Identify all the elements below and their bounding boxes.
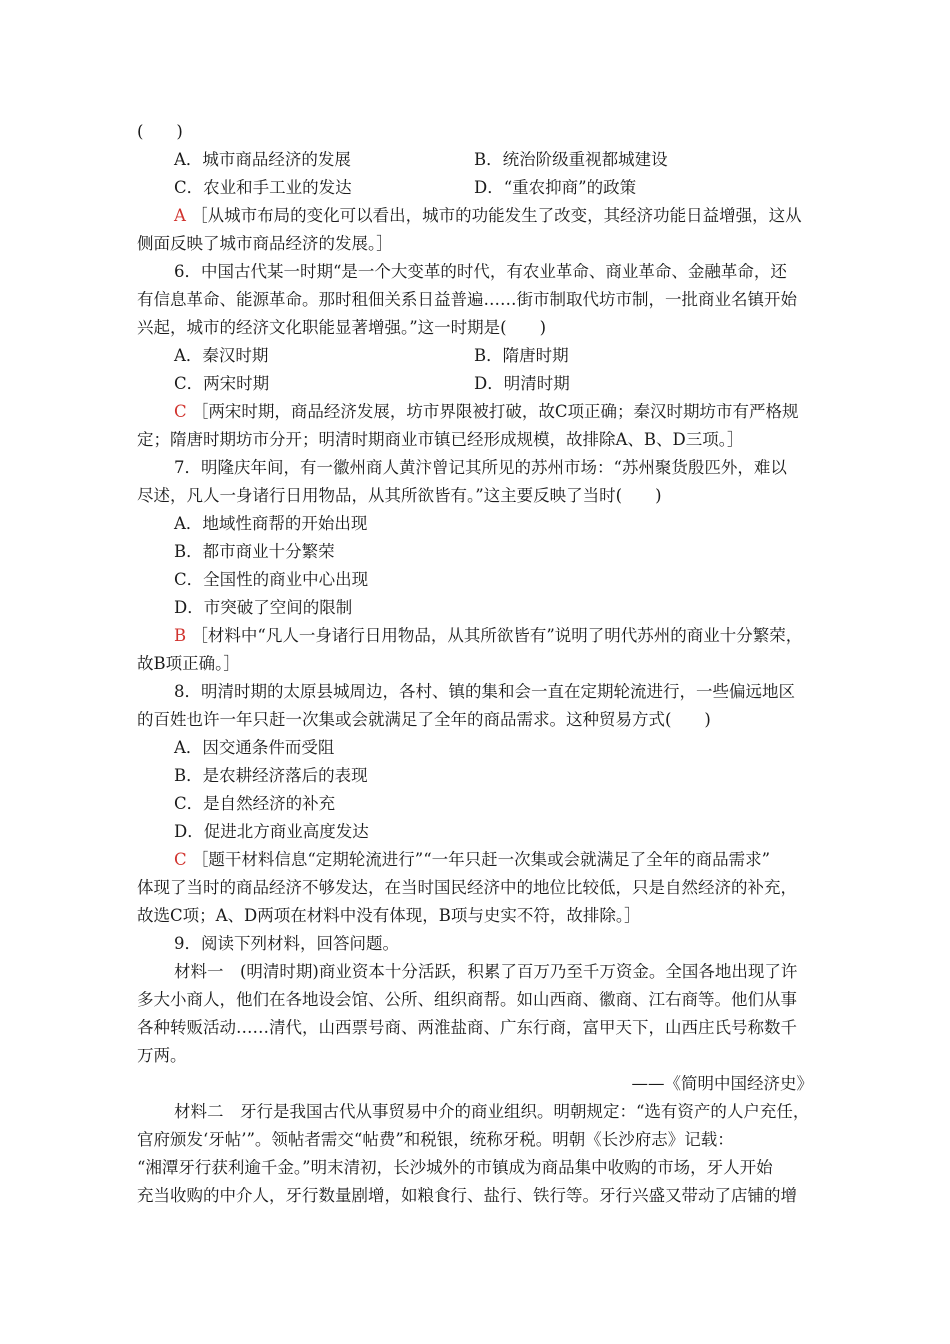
q9-stem: 9．阅读下列材料，回答问题。 — [174, 934, 399, 953]
q6-option-c: C．两宋时期 — [174, 374, 270, 393]
q7-stem-line-2: 尽述，凡人一身诸行日用物品，从其所欲皆有。”这主要反映了当时( ) — [137, 486, 662, 505]
q9-material1-line-4: 万两。 — [137, 1046, 187, 1065]
q6-option-a: A．秦汉时期 — [174, 346, 269, 365]
q6-options-row-2 — [137, 370, 823, 398]
q9-material2-line-1: 材料二 牙行是我国古代从事贸易中介的商业组织。明朝规定：“选有资产的人户充任， — [174, 1102, 810, 1121]
document-body — [137, 118, 823, 1210]
q9-material1-line-3: 各种转贩活动……清代，山西票号商、两淮盐商、广东行商，富甲天下，山西庄氏号称数千 — [137, 1018, 797, 1037]
q6-option-d: D．明清时期 — [474, 374, 570, 393]
q5-option-a: A．城市商品经济的发展 — [174, 150, 351, 169]
q6-stem-line-1: 6．中国古代某一时期“是一个大变革的时代，有农业革命、商业革命、金融革命，还 — [174, 262, 787, 281]
q8-option-a: A．因交通条件而受阻 — [174, 738, 335, 757]
q7-answer: B — [174, 626, 187, 645]
q8-explanation-line-1: C ［题干材料信息“定期轮流进行”“一年只赶一次集或会就满足了全年的商品需求” — [174, 850, 771, 869]
q6-explanation-line-2: 定；隋唐时期坊市分开；明清时期商业市镇已经形成规模，故排除A、B、D三项。］ — [137, 430, 744, 449]
q6-explanation-line-1: C ［两宋时期，商品经济发展，坊市界限被打破，故C项正确；秦汉时期坊市有严格规 — [174, 402, 799, 421]
q5-option-b: B．统治阶级重视都城建设 — [474, 150, 668, 169]
q5-explanation-line-1: A ［从城市布局的变化可以看出，城市的功能发生了改变，其经济功能日益增强，这从 — [174, 206, 802, 225]
q6-answer: C — [174, 402, 187, 421]
q8-answer: C — [174, 850, 187, 869]
q9-material2-line-2: 官府颁发‘牙帖’”。领帖者需交“帖费”和税银，统称牙税。明朝《长沙府志》记载： — [137, 1130, 734, 1149]
q5-option-c: C．农业和手工业的发达 — [174, 178, 352, 197]
q8-explanation-line-2: 体现了当时的商品经济不够发达，在当时国民经济中的地位比较低，只是自然经济的补充， — [137, 878, 797, 897]
q7-explanation-line-1: B ［材料中“凡人一身诸行日用物品，从其所欲皆有”说明了明代苏州的商业十分繁荣， — [174, 626, 803, 645]
q7-option-d: D．市突破了空间的限制 — [174, 598, 353, 617]
q5-options-row-1 — [137, 146, 823, 174]
q8-option-d: D．促进北方商业高度发达 — [174, 822, 369, 841]
q7-option-b: B．都市商业十分繁荣 — [174, 542, 335, 561]
q8-stem-line-1: 8．明清时期的太原县城周边，各村、镇的集和会一直在定期轮流进行，一些偏远地区 — [174, 682, 795, 701]
q9-material1-line-1: 材料一 (明清时期)商业资本十分活跃，积累了百万乃至千万资金。全国各地出现了许 — [174, 962, 798, 981]
q7-option-a: A．地域性商帮的开始出现 — [174, 514, 368, 533]
q7-explanation-line-2: 故B项正确。］ — [137, 654, 240, 673]
q8-option-b: B．是农耕经济落后的表现 — [174, 766, 368, 785]
q5-option-d: D．“重农抑商”的政策 — [474, 178, 637, 197]
q5-stem-tail: ( ) — [137, 122, 183, 141]
q8-option-c: C．是自然经济的补充 — [174, 794, 336, 813]
q9-material2-line-3: “湘潭牙行获利逾千金。”明末清初，长沙城外的市镇成为商品集中收购的市场，牙人开始 — [137, 1158, 773, 1177]
q6-options-row-1 — [137, 342, 823, 370]
q7-stem-line-1: 7．明隆庆年间，有一徽州商人黄汴曾记其所见的苏州市场：“苏州聚货殷匹外，难以 — [174, 458, 787, 477]
q7-option-c: C．全国性的商业中心出现 — [174, 570, 369, 589]
q9-material2-line-4: 充当收购的中介人，牙行数量剧增，如粮食行、盐行、铁行等。牙行兴盛又带动了店铺的增 — [137, 1186, 797, 1205]
q8-explanation-line-3: 故选C项；A、D两项在材料中没有体现，B项与史实不符，故排除。］ — [137, 906, 641, 925]
q6-option-b: B．隋唐时期 — [474, 346, 569, 365]
q6-stem-line-3: 兴起，城市的经济文化职能显著增强。”这一时期是( ) — [137, 318, 547, 337]
q9-material1-line-2: 多大小商人，他们在各地设会馆、公所、组织商帮。如山西商、徽商、江右商等。他们从事 — [137, 990, 797, 1009]
q5-explanation-line-2: 侧面反映了城市商品经济的发展。］ — [137, 234, 393, 253]
q5-options-row-2 — [137, 174, 823, 202]
q6-stem-line-2: 有信息革命、能源革命。那时租佃关系日益普遍……街市制取代坊市制，一批商业名镇开始 — [137, 290, 797, 309]
q8-stem-line-2: 的百姓也许一年只赶一次集或会就满足了全年的商品需求。这种贸易方式( ) — [137, 710, 711, 729]
q5-answer: A — [174, 206, 186, 225]
q9-source1: ——《简明中国经济史》 — [631, 1074, 813, 1093]
